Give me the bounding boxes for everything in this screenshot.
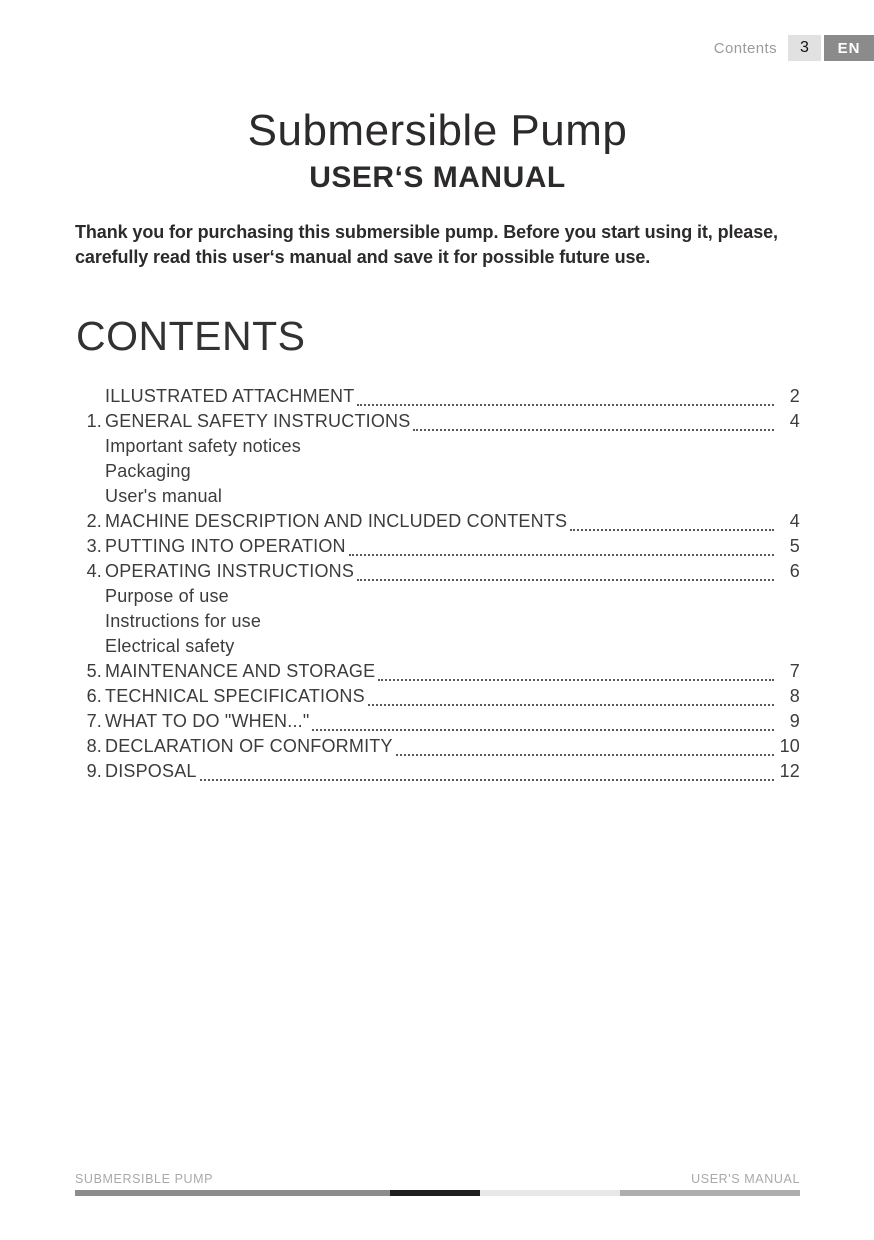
- toc-entry-label: MAINTENANCE AND STORAGE: [105, 661, 376, 681]
- toc-dot-leader: [368, 704, 774, 706]
- toc-dot-leader: [396, 754, 774, 756]
- toc-dot-leader: [312, 729, 774, 731]
- toc-row: [75, 411, 800, 436]
- toc-entry-number: 1.: [86, 411, 102, 431]
- toc-entry-label: DECLARATION OF CONFORMITY: [105, 736, 393, 756]
- toc-entry-label: MACHINE DESCRIPTION AND INCLUDED CONTENTS: [105, 511, 568, 531]
- toc-row: [75, 711, 800, 736]
- header-page-number-badge: 3: [788, 35, 821, 61]
- toc-entry-label: TECHNICAL SPECIFICATIONS: [105, 686, 365, 706]
- footer-right-label: USER'S MANUAL: [691, 1172, 800, 1186]
- toc-entry-page: 7: [789, 661, 800, 681]
- toc-row: [75, 486, 800, 511]
- toc-entry-label: WHAT TO DO "WHEN...": [105, 711, 310, 731]
- toc-dot-leader: [357, 579, 774, 581]
- toc-entry-label: Important safety notices: [105, 436, 301, 456]
- toc-entry-page: 8: [789, 686, 800, 706]
- intro-line-2: carefully read this user‘s manual and save it for possible future use.: [75, 246, 651, 267]
- toc-entry-page: 4: [789, 511, 800, 531]
- toc-entry-label: User's manual: [105, 486, 223, 506]
- toc-row: [75, 586, 800, 611]
- toc-entry-label: Instructions for use: [105, 611, 262, 631]
- toc-entry-label: GENERAL SAFETY INSTRUCTIONS: [105, 411, 411, 431]
- toc-entry-label: Electrical safety: [105, 636, 235, 656]
- toc-entry-page: 6: [789, 561, 800, 581]
- toc-entry-number: 4.: [86, 561, 102, 581]
- footer-bar-segment: [75, 1190, 390, 1196]
- toc-dot-leader: [378, 679, 774, 681]
- toc-row: [75, 561, 800, 586]
- toc-dot-leader: [357, 404, 774, 406]
- header-language-badge: EN: [824, 35, 874, 61]
- toc-entry-page: 5: [789, 536, 800, 556]
- page-footer: [75, 1172, 800, 1186]
- toc-entry-label: Packaging: [105, 461, 191, 481]
- toc-entry-page: 9: [789, 711, 800, 731]
- footer-bar-segment: [480, 1190, 621, 1196]
- page-header: [0, 35, 874, 61]
- toc-entry-page: 2: [789, 386, 800, 406]
- toc-entry-label: PUTTING INTO OPERATION: [105, 536, 346, 556]
- footer-bar-segment: [620, 1190, 800, 1196]
- toc-entry-page: 4: [789, 411, 800, 431]
- intro-paragraph: [75, 220, 815, 269]
- toc-dot-leader: [570, 529, 774, 531]
- toc-entry-label: OPERATING INSTRUCTIONS: [105, 561, 355, 581]
- toc-entry-number: 6.: [86, 686, 102, 706]
- toc-row: [75, 736, 800, 761]
- toc-row: [75, 636, 800, 661]
- toc-entry-label: DISPOSAL: [105, 761, 197, 781]
- title-block: [75, 106, 800, 196]
- intro-line-1: Thank you for purchasing this submersible pump. Before you start using it, please,: [75, 222, 778, 242]
- toc-row: [75, 386, 800, 411]
- toc-entry-label: Purpose of use: [105, 586, 229, 606]
- toc-row: [75, 436, 800, 461]
- toc-row: [75, 461, 800, 486]
- toc-row: [75, 611, 800, 636]
- footer-bar: [75, 1190, 800, 1196]
- toc-entry-number: 7.: [86, 711, 102, 731]
- toc-dot-leader: [413, 429, 774, 431]
- toc-entry-page: 10: [779, 736, 800, 756]
- toc-dot-leader: [200, 779, 774, 781]
- toc-list: [75, 386, 800, 786]
- toc-entry-label: ILLUSTRATED ATTACHMENT: [105, 386, 355, 406]
- header-section-label: Contents: [713, 39, 777, 57]
- toc-entry-number: 9.: [86, 761, 102, 781]
- footer-bar-segment: [390, 1190, 480, 1196]
- contents-heading: CONTENTS: [76, 313, 306, 359]
- footer-left-label: SUBMERSIBLE PUMP: [75, 1172, 214, 1186]
- toc-entry-number: 8.: [86, 736, 102, 756]
- toc-entry-page: 12: [779, 761, 800, 781]
- toc-dot-leader: [349, 554, 774, 556]
- toc-entry-number: 5.: [86, 661, 102, 681]
- toc-row: [75, 536, 800, 561]
- document-subtitle: USER‘S MANUAL: [309, 161, 566, 194]
- toc-row: [75, 686, 800, 711]
- toc-row: [75, 511, 800, 536]
- toc-entry-number: 2.: [86, 511, 102, 531]
- toc-row: [75, 761, 800, 786]
- toc-row: [75, 661, 800, 686]
- document-title: Submersible Pump: [247, 106, 628, 155]
- toc-entry-number: 3.: [86, 536, 102, 556]
